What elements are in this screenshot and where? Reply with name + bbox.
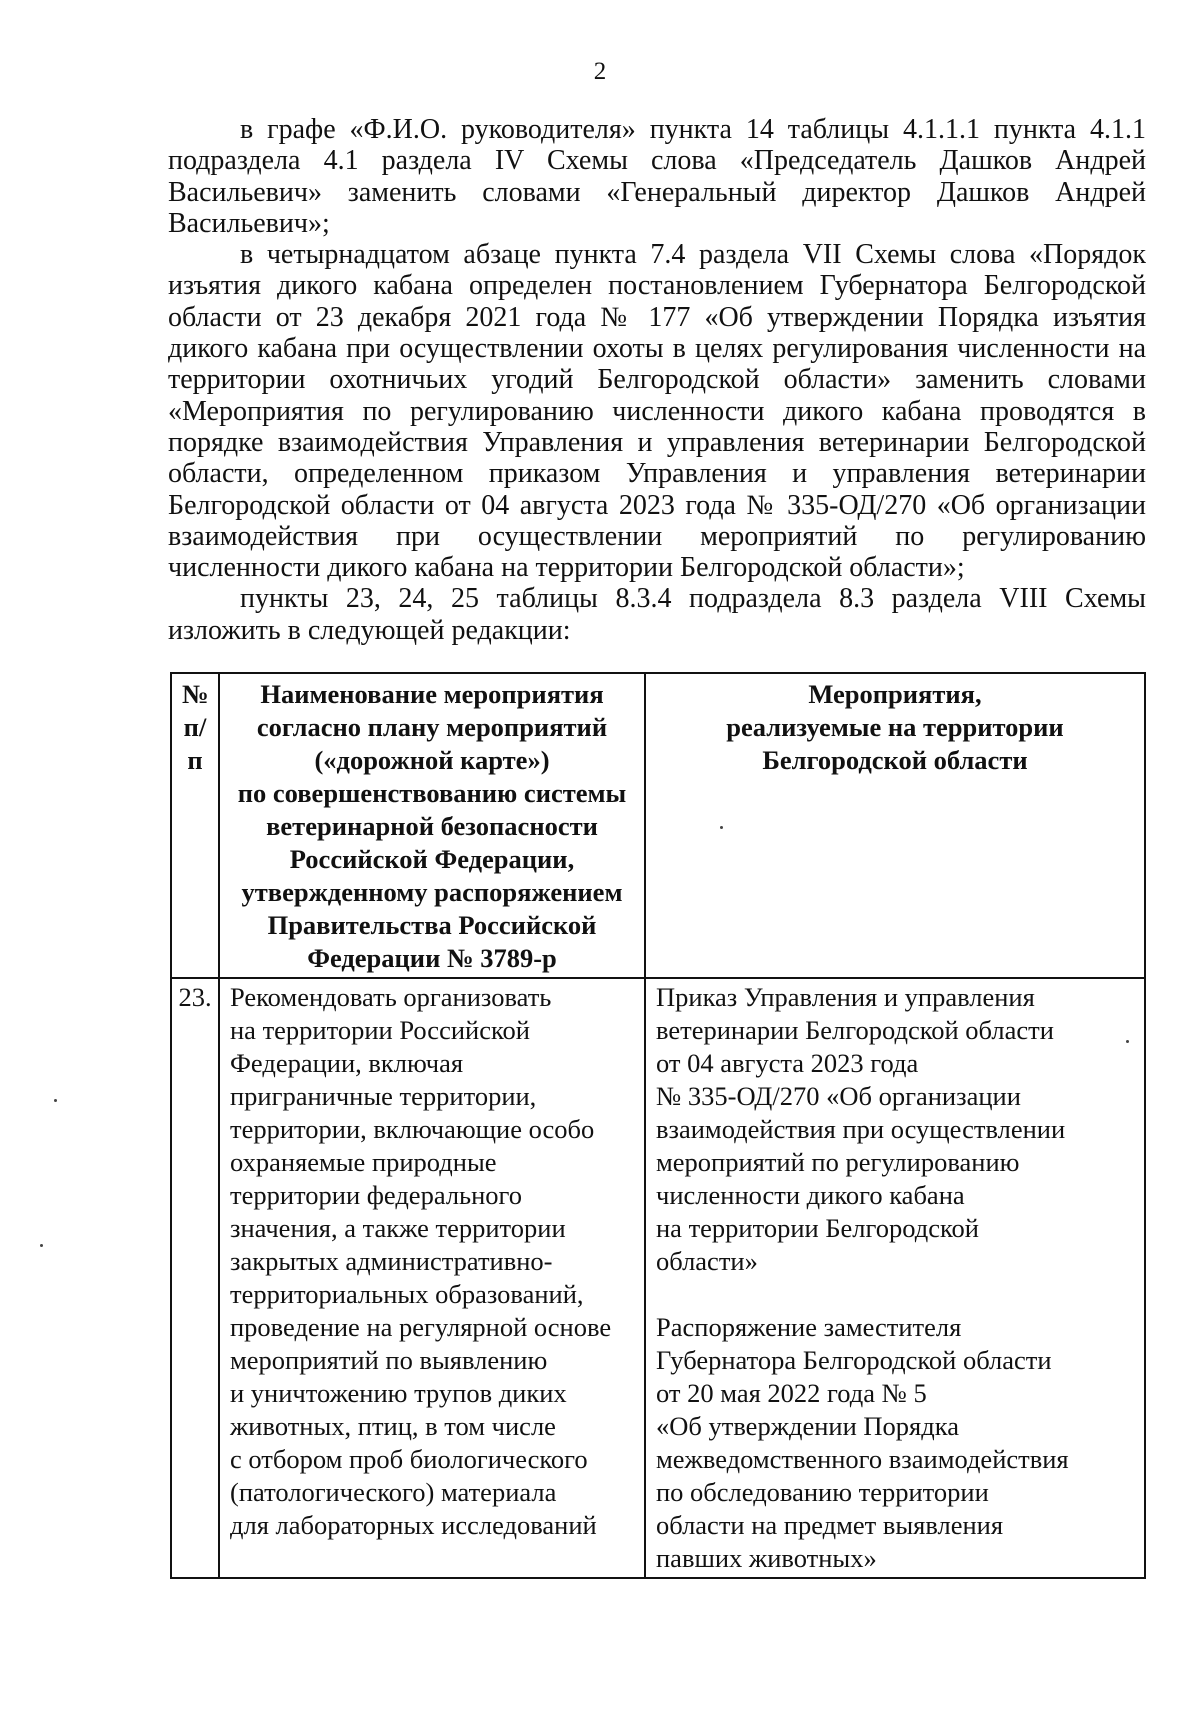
regional-measure-directive: Распоряжение заместителя Губернатора Белгородской области от 20 мая 2022 года № 5 «Об утверждении Порядка межведомственного взаимодействия по обследованию территории области на предмет выявления павших животных» [656, 1312, 1069, 1573]
header-measure-name-text: Наименование мероприятия согласно плану мероприятий («дорожной карте») по совершенствованию системы ветеринарной безопасности Российской Федерации, утвержденному распоряжением Правительства Российской Федерации № 3789-р [237, 679, 627, 973]
page-number: 2 [593, 58, 607, 85]
paragraph-1: в графе «Ф.И.О. руководителя» пункта 14 таблицы 4.1.1.1 пункта 4.1.1 подраздела 4.1 раздела IV Схемы слова «Председатель Дашков Андрей Васильевич» заменить словами «Генеральный директор Дашков Андрей Васильевич»; [168, 114, 1146, 239]
measure-spacer [656, 1278, 1134, 1311]
document-body [168, 114, 1146, 646]
scan-speck [40, 1244, 43, 1247]
scan-speck [720, 826, 723, 829]
scan-speck [54, 1099, 57, 1102]
table-header-row [171, 673, 1145, 978]
table-row [171, 978, 1145, 1578]
amendment-table [170, 672, 1146, 1579]
paragraph-2: в четырнадцатом абзаце пункта 7.4 раздела VII Схемы слова «Порядок изъятия дикого кабана определен постановлением Губернатора Белгородской области от 23 декабря 2021 года № 177 «Об утверждении Порядка изъятия дикого кабана при осуществлении охоты в целях регулирования численности на территории охотничьих угодий Белгородской области» заменить словами «Мероприятия по регулированию численности дикого кабана проводятся в порядке взаимодействия Управления и управления ветеринарии Белгородской области, определенном приказом Управления и управления ветеринарии Белгородской области от 04 августа 2023 года № 335-ОД/270 «Об организации взаимодействия при осуществлении мероприятий по регулированию численности дикого кабана на территории Белгородской области»; [168, 239, 1146, 584]
row-number: 23. [171, 978, 219, 1578]
row-regional-measures [645, 978, 1145, 1578]
regional-measure-order: Приказ Управления и управления ветеринарии Белгородской области от 04 августа 2023 года № 335-ОД/270 «Об организации взаимодействия при осуществлении мероприятий по регулированию численности дикого кабана на территории Белгородской области» [656, 982, 1066, 1276]
row-measure-name-text: Рекомендовать организовать на территории Российской Федерации, включая приграничные территории, территории, включающие особо охраняемые природные территории федерального значения, а также территории закрытых административно- территориальных образований, проведение на регулярной основе мероприятий по выявлению и уничтожению трупов диких животных, птиц, в том числе с отбором проб биологического (патологического) материала для лабораторных исследований [230, 982, 612, 1540]
paragraph-3: пункты 23, 24, 25 таблицы 8.3.4 подраздела 8.3 раздела VIII Схемы изложить в следующей редакции: [168, 583, 1146, 646]
header-measure-name [219, 673, 645, 978]
header-number-text: № п/п [182, 679, 209, 775]
header-regional-measures-text: Мероприятия, реализуемые на территории Белгородской области [726, 679, 1064, 775]
header-number [171, 673, 219, 978]
scan-speck [1126, 1040, 1129, 1043]
row-measure-name [219, 978, 645, 1578]
